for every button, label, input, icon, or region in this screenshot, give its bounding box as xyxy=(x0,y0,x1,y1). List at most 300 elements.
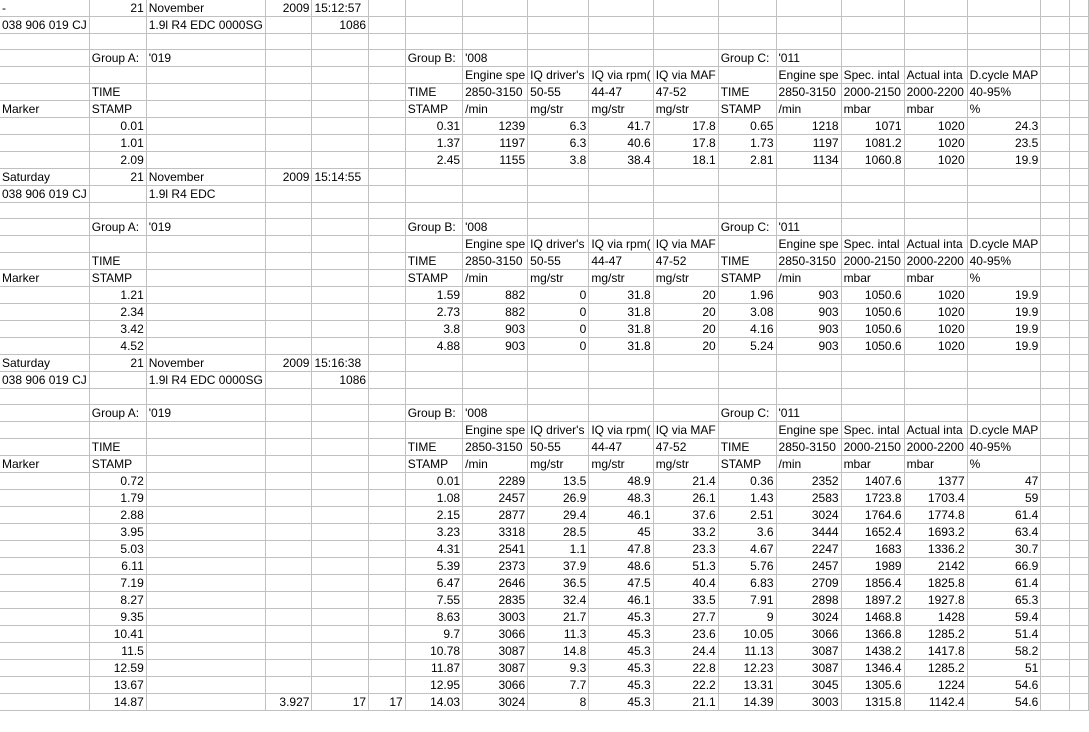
sheet-cell[interactable]: 20 xyxy=(653,287,718,304)
sheet-cell[interactable] xyxy=(463,372,528,389)
sheet-cell[interactable] xyxy=(718,0,776,17)
sheet-cell[interactable] xyxy=(1069,473,1088,490)
sheet-cell[interactable] xyxy=(312,236,369,253)
sheet-cell[interactable]: 20 xyxy=(653,321,718,338)
sheet-cell[interactable]: 3.23 xyxy=(405,524,462,541)
sheet-cell[interactable]: 2009 xyxy=(265,0,312,17)
sheet-cell[interactable]: 41.7 xyxy=(589,118,653,135)
sheet-cell[interactable]: 15:16:38 xyxy=(312,355,369,372)
sheet-cell[interactable]: 58.2 xyxy=(967,643,1041,660)
sheet-cell[interactable]: 0.31 xyxy=(405,118,462,135)
sheet-cell[interactable] xyxy=(265,473,312,490)
sheet-cell[interactable] xyxy=(528,186,589,203)
sheet-cell[interactable] xyxy=(0,524,89,541)
sheet-cell[interactable]: 47-52 xyxy=(653,84,718,101)
sheet-cell[interactable] xyxy=(653,34,718,50)
sheet-cell[interactable] xyxy=(369,101,406,118)
sheet-cell[interactable]: Group B: xyxy=(405,405,462,422)
sheet-cell[interactable]: 2000-2200 xyxy=(904,84,967,101)
sheet-cell[interactable]: 1020 xyxy=(904,287,967,304)
sheet-cell[interactable] xyxy=(265,287,312,304)
sheet-cell[interactable]: mbar xyxy=(841,101,904,118)
sheet-cell[interactable] xyxy=(653,17,718,34)
sheet-cell[interactable]: mg/str xyxy=(528,101,589,118)
sheet-cell[interactable] xyxy=(265,253,312,270)
sheet-cell[interactable]: 1366.8 xyxy=(841,626,904,643)
sheet-cell[interactable] xyxy=(405,34,462,50)
sheet-cell[interactable]: 1774.8 xyxy=(904,507,967,524)
sheet-cell[interactable] xyxy=(265,17,312,34)
sheet-cell[interactable] xyxy=(1069,135,1088,152)
sheet-cell[interactable] xyxy=(89,422,146,439)
sheet-cell[interactable]: STAMP xyxy=(405,101,462,118)
sheet-cell[interactable]: 8 xyxy=(528,694,589,711)
sheet-cell[interactable]: 1315.8 xyxy=(841,694,904,711)
sheet-cell[interactable]: 2.81 xyxy=(718,152,776,169)
sheet-cell[interactable] xyxy=(841,186,904,203)
sheet-cell[interactable]: 9 xyxy=(718,609,776,626)
sheet-cell[interactable] xyxy=(312,118,369,135)
sheet-cell[interactable]: 45.3 xyxy=(589,609,653,626)
sheet-cell[interactable] xyxy=(312,660,369,677)
sheet-cell[interactable]: 1764.6 xyxy=(841,507,904,524)
sheet-cell[interactable]: % xyxy=(967,101,1041,118)
sheet-cell[interactable]: 2289 xyxy=(463,473,528,490)
sheet-cell[interactable]: 1142.4 xyxy=(904,694,967,711)
sheet-cell[interactable]: 2709 xyxy=(776,575,841,592)
sheet-cell[interactable]: 5.76 xyxy=(718,558,776,575)
sheet-cell[interactable] xyxy=(653,219,718,236)
sheet-cell[interactable] xyxy=(1069,355,1088,372)
sheet-cell[interactable] xyxy=(312,541,369,558)
sheet-cell[interactable]: 37.9 xyxy=(528,558,589,575)
sheet-cell[interactable]: 14.03 xyxy=(405,694,462,711)
sheet-cell[interactable]: 2541 xyxy=(463,541,528,558)
sheet-cell[interactable] xyxy=(146,253,265,270)
sheet-cell[interactable]: 51.3 xyxy=(653,558,718,575)
sheet-cell[interactable]: 12.23 xyxy=(718,660,776,677)
sheet-cell[interactable]: 903 xyxy=(463,321,528,338)
sheet-cell[interactable]: 4.52 xyxy=(89,338,146,355)
sheet-cell[interactable]: 1086 xyxy=(312,17,369,34)
sheet-cell[interactable] xyxy=(841,372,904,389)
sheet-cell[interactable] xyxy=(841,203,904,219)
sheet-cell[interactable]: 31.8 xyxy=(589,304,653,321)
sheet-cell[interactable] xyxy=(369,253,406,270)
sheet-cell[interactable] xyxy=(653,169,718,186)
sheet-cell[interactable]: TIME xyxy=(405,439,462,456)
sheet-cell[interactable]: 20 xyxy=(653,338,718,355)
sheet-cell[interactable]: 17.8 xyxy=(653,118,718,135)
sheet-cell[interactable] xyxy=(265,405,312,422)
sheet-cell[interactable]: 26.9 xyxy=(528,490,589,507)
sheet-cell[interactable] xyxy=(0,219,89,236)
sheet-cell[interactable] xyxy=(1041,101,1070,118)
sheet-cell[interactable]: 1197 xyxy=(463,135,528,152)
sheet-cell[interactable] xyxy=(904,17,967,34)
sheet-cell[interactable]: 31.8 xyxy=(589,338,653,355)
sheet-cell[interactable] xyxy=(776,186,841,203)
sheet-cell[interactable]: 2850-3150 xyxy=(776,84,841,101)
sheet-cell[interactable] xyxy=(718,169,776,186)
sheet-cell[interactable] xyxy=(0,405,89,422)
sheet-cell[interactable]: '011 xyxy=(776,50,841,67)
sheet-cell[interactable]: 2877 xyxy=(463,507,528,524)
sheet-cell[interactable]: 7.55 xyxy=(405,592,462,609)
sheet-cell[interactable] xyxy=(1069,694,1088,711)
sheet-cell[interactable]: Group A: xyxy=(89,219,146,236)
sheet-cell[interactable]: 8.63 xyxy=(405,609,462,626)
sheet-cell[interactable]: 3087 xyxy=(463,660,528,677)
sheet-cell[interactable]: 2850-3150 xyxy=(463,439,528,456)
sheet-cell[interactable] xyxy=(718,186,776,203)
sheet-cell[interactable] xyxy=(653,389,718,405)
sheet-cell[interactable]: 45.3 xyxy=(589,626,653,643)
sheet-cell[interactable] xyxy=(369,219,406,236)
sheet-cell[interactable]: 903 xyxy=(776,287,841,304)
sheet-cell[interactable]: 3024 xyxy=(463,694,528,711)
sheet-cell[interactable]: 10.78 xyxy=(405,643,462,660)
sheet-cell[interactable] xyxy=(0,541,89,558)
sheet-cell[interactable] xyxy=(0,135,89,152)
sheet-cell[interactable] xyxy=(1041,50,1070,67)
sheet-cell[interactable]: 9.7 xyxy=(405,626,462,643)
sheet-cell[interactable]: 2000-2200 xyxy=(904,253,967,270)
sheet-cell[interactable]: 1050.6 xyxy=(841,304,904,321)
sheet-cell[interactable] xyxy=(653,405,718,422)
sheet-cell[interactable] xyxy=(0,118,89,135)
sheet-cell[interactable] xyxy=(146,694,265,711)
sheet-cell[interactable] xyxy=(405,389,462,405)
sheet-cell[interactable]: D.cycle MAP xyxy=(967,236,1041,253)
sheet-cell[interactable]: TIME xyxy=(405,84,462,101)
sheet-cell[interactable] xyxy=(369,186,406,203)
sheet-cell[interactable] xyxy=(0,236,89,253)
sheet-cell[interactable] xyxy=(265,439,312,456)
sheet-cell[interactable]: 12.95 xyxy=(405,677,462,694)
sheet-cell[interactable]: 903 xyxy=(463,338,528,355)
sheet-cell[interactable]: 14.39 xyxy=(718,694,776,711)
sheet-cell[interactable] xyxy=(1041,219,1070,236)
sheet-cell[interactable]: 2850-3150 xyxy=(463,253,528,270)
sheet-cell[interactable] xyxy=(1041,135,1070,152)
sheet-cell[interactable]: IQ via rpm( xyxy=(589,67,653,84)
sheet-cell[interactable]: 40-95% xyxy=(967,84,1041,101)
sheet-cell[interactable]: '011 xyxy=(776,405,841,422)
sheet-cell[interactable]: mg/str xyxy=(653,270,718,287)
sheet-cell[interactable] xyxy=(0,609,89,626)
sheet-cell[interactable] xyxy=(528,219,589,236)
sheet-cell[interactable] xyxy=(312,253,369,270)
sheet-cell[interactable]: IQ driver's xyxy=(528,422,589,439)
sheet-cell[interactable] xyxy=(841,219,904,236)
sheet-cell[interactable] xyxy=(1041,405,1070,422)
sheet-cell[interactable] xyxy=(1041,490,1070,507)
sheet-cell[interactable]: 8.27 xyxy=(89,592,146,609)
sheet-cell[interactable] xyxy=(776,169,841,186)
sheet-cell[interactable]: Spec. intal xyxy=(841,236,904,253)
sheet-cell[interactable]: 2850-3150 xyxy=(463,84,528,101)
sheet-cell[interactable] xyxy=(405,169,462,186)
sheet-cell[interactable]: Engine spe xyxy=(776,236,841,253)
sheet-cell[interactable] xyxy=(1041,372,1070,389)
sheet-cell[interactable]: 31.8 xyxy=(589,321,653,338)
sheet-cell[interactable]: 33.5 xyxy=(653,592,718,609)
sheet-cell[interactable] xyxy=(1069,203,1088,219)
sheet-cell[interactable]: 51 xyxy=(967,660,1041,677)
sheet-cell[interactable] xyxy=(528,17,589,34)
sheet-cell[interactable]: 2.15 xyxy=(405,507,462,524)
sheet-cell[interactable] xyxy=(1069,101,1088,118)
sheet-cell[interactable]: 44-47 xyxy=(589,253,653,270)
sheet-cell[interactable]: 21.1 xyxy=(653,694,718,711)
sheet-cell[interactable]: 21 xyxy=(89,355,146,372)
sheet-cell[interactable]: 14.87 xyxy=(89,694,146,711)
sheet-cell[interactable]: 1927.8 xyxy=(904,592,967,609)
sheet-cell[interactable] xyxy=(1069,677,1088,694)
sheet-cell[interactable] xyxy=(1041,169,1070,186)
sheet-cell[interactable] xyxy=(463,0,528,17)
sheet-cell[interactable] xyxy=(0,304,89,321)
sheet-cell[interactable]: Actual inta xyxy=(904,422,967,439)
sheet-cell[interactable]: 4.67 xyxy=(718,541,776,558)
sheet-cell[interactable]: IQ via MAF xyxy=(653,67,718,84)
sheet-cell[interactable]: 54.6 xyxy=(967,694,1041,711)
sheet-cell[interactable]: 1336.2 xyxy=(904,541,967,558)
sheet-cell[interactable]: 1693.2 xyxy=(904,524,967,541)
sheet-cell[interactable]: 1285.2 xyxy=(904,626,967,643)
sheet-cell[interactable]: 1.43 xyxy=(718,490,776,507)
sheet-cell[interactable] xyxy=(718,389,776,405)
sheet-cell[interactable] xyxy=(967,186,1041,203)
sheet-cell[interactable]: Saturday xyxy=(0,169,89,186)
sheet-cell[interactable] xyxy=(1069,422,1088,439)
sheet-cell[interactable]: 2000-2150 xyxy=(841,84,904,101)
sheet-cell[interactable] xyxy=(312,84,369,101)
sheet-cell[interactable]: 2835 xyxy=(463,592,528,609)
sheet-cell[interactable] xyxy=(1041,152,1070,169)
sheet-cell[interactable] xyxy=(312,575,369,592)
sheet-cell[interactable]: 5.03 xyxy=(89,541,146,558)
sheet-cell[interactable] xyxy=(653,355,718,372)
sheet-cell[interactable]: 11.5 xyxy=(89,643,146,660)
sheet-cell[interactable]: 26.1 xyxy=(653,490,718,507)
sheet-cell[interactable]: 13.67 xyxy=(89,677,146,694)
sheet-cell[interactable]: IQ via MAF xyxy=(653,422,718,439)
sheet-cell[interactable]: 1.9l R4 EDC 0000SG xyxy=(146,372,265,389)
sheet-cell[interactable]: /min xyxy=(463,456,528,473)
sheet-cell[interactable] xyxy=(146,203,265,219)
sheet-cell[interactable] xyxy=(369,558,406,575)
sheet-cell[interactable]: 3318 xyxy=(463,524,528,541)
sheet-cell[interactable] xyxy=(0,152,89,169)
sheet-cell[interactable]: 2.45 xyxy=(405,152,462,169)
sheet-cell[interactable] xyxy=(265,219,312,236)
sheet-cell[interactable] xyxy=(89,372,146,389)
sheet-cell[interactable]: 61.4 xyxy=(967,575,1041,592)
sheet-cell[interactable] xyxy=(1069,219,1088,236)
sheet-cell[interactable]: mg/str xyxy=(589,270,653,287)
sheet-cell[interactable] xyxy=(265,456,312,473)
sheet-cell[interactable]: IQ driver's xyxy=(528,67,589,84)
sheet-cell[interactable]: 1224 xyxy=(904,677,967,694)
sheet-cell[interactable] xyxy=(146,507,265,524)
sheet-cell[interactable]: 45.3 xyxy=(589,643,653,660)
sheet-cell[interactable]: 21.4 xyxy=(653,473,718,490)
sheet-cell[interactable]: mg/str xyxy=(653,456,718,473)
sheet-cell[interactable] xyxy=(369,84,406,101)
sheet-cell[interactable] xyxy=(265,135,312,152)
sheet-cell[interactable]: 1020 xyxy=(904,152,967,169)
sheet-cell[interactable] xyxy=(312,524,369,541)
sheet-cell[interactable] xyxy=(589,169,653,186)
sheet-cell[interactable]: 47.5 xyxy=(589,575,653,592)
sheet-cell[interactable]: D.cycle MAP xyxy=(967,67,1041,84)
sheet-cell[interactable]: 2.34 xyxy=(89,304,146,321)
sheet-cell[interactable]: 1.9l R4 EDC 0000SG xyxy=(146,17,265,34)
sheet-cell[interactable]: /min xyxy=(463,270,528,287)
sheet-cell[interactable]: STAMP xyxy=(718,101,776,118)
sheet-cell[interactable] xyxy=(904,355,967,372)
sheet-cell[interactable]: 24.4 xyxy=(653,643,718,660)
sheet-cell[interactable]: 1723.8 xyxy=(841,490,904,507)
sheet-cell[interactable]: 17 xyxy=(369,694,406,711)
sheet-cell[interactable] xyxy=(653,186,718,203)
sheet-cell[interactable]: 0 xyxy=(528,304,589,321)
sheet-cell[interactable] xyxy=(369,626,406,643)
sheet-cell[interactable]: 038 906 019 CJ xyxy=(0,372,89,389)
sheet-cell[interactable]: 1.1 xyxy=(528,541,589,558)
sheet-cell[interactable] xyxy=(369,135,406,152)
sheet-cell[interactable] xyxy=(369,592,406,609)
sheet-cell[interactable] xyxy=(1041,677,1070,694)
sheet-cell[interactable]: 3.95 xyxy=(89,524,146,541)
sheet-cell[interactable]: '008 xyxy=(463,405,528,422)
sheet-cell[interactable]: 29.4 xyxy=(528,507,589,524)
sheet-cell[interactable]: 47-52 xyxy=(653,253,718,270)
sheet-cell[interactable] xyxy=(265,152,312,169)
sheet-cell[interactable]: /min xyxy=(463,101,528,118)
sheet-cell[interactable] xyxy=(0,677,89,694)
sheet-cell[interactable] xyxy=(589,186,653,203)
sheet-cell[interactable] xyxy=(89,389,146,405)
sheet-cell[interactable] xyxy=(776,389,841,405)
sheet-cell[interactable]: 1020 xyxy=(904,118,967,135)
sheet-cell[interactable] xyxy=(967,219,1041,236)
sheet-cell[interactable] xyxy=(265,304,312,321)
sheet-cell[interactable]: 2898 xyxy=(776,592,841,609)
sheet-cell[interactable] xyxy=(528,372,589,389)
sheet-cell[interactable] xyxy=(1069,524,1088,541)
sheet-cell[interactable] xyxy=(589,50,653,67)
sheet-cell[interactable] xyxy=(1041,118,1070,135)
sheet-cell[interactable] xyxy=(369,643,406,660)
sheet-cell[interactable] xyxy=(265,186,312,203)
sheet-cell[interactable]: 2457 xyxy=(776,558,841,575)
sheet-cell[interactable] xyxy=(718,17,776,34)
sheet-cell[interactable]: STAMP xyxy=(89,270,146,287)
sheet-cell[interactable]: IQ via rpm( xyxy=(589,236,653,253)
sheet-cell[interactable]: 2583 xyxy=(776,490,841,507)
sheet-cell[interactable] xyxy=(265,67,312,84)
sheet-cell[interactable]: 50-55 xyxy=(528,253,589,270)
sheet-cell[interactable] xyxy=(312,456,369,473)
sheet-cell[interactable] xyxy=(312,101,369,118)
sheet-cell[interactable] xyxy=(528,0,589,17)
sheet-cell[interactable] xyxy=(1041,592,1070,609)
sheet-cell[interactable] xyxy=(405,0,462,17)
sheet-cell[interactable]: 33.2 xyxy=(653,524,718,541)
sheet-cell[interactable] xyxy=(265,575,312,592)
sheet-cell[interactable] xyxy=(312,507,369,524)
sheet-cell[interactable] xyxy=(589,34,653,50)
sheet-cell[interactable] xyxy=(89,67,146,84)
sheet-cell[interactable]: 20 xyxy=(653,304,718,321)
sheet-cell[interactable]: 1060.8 xyxy=(841,152,904,169)
sheet-cell[interactable]: STAMP xyxy=(405,456,462,473)
sheet-cell[interactable] xyxy=(312,50,369,67)
sheet-cell[interactable]: 3045 xyxy=(776,677,841,694)
sheet-cell[interactable] xyxy=(1069,439,1088,456)
sheet-cell[interactable] xyxy=(1069,609,1088,626)
sheet-cell[interactable]: 1.9l R4 EDC xyxy=(146,186,265,203)
sheet-cell[interactable] xyxy=(146,287,265,304)
sheet-cell[interactable]: D.cycle MAP xyxy=(967,422,1041,439)
sheet-cell[interactable] xyxy=(405,203,462,219)
sheet-cell[interactable]: % xyxy=(967,456,1041,473)
sheet-cell[interactable]: 2000-2150 xyxy=(841,253,904,270)
sheet-cell[interactable] xyxy=(146,338,265,355)
sheet-cell[interactable]: 1.73 xyxy=(718,135,776,152)
sheet-cell[interactable] xyxy=(312,304,369,321)
sheet-cell[interactable]: Group C: xyxy=(718,219,776,236)
sheet-cell[interactable]: 1407.6 xyxy=(841,473,904,490)
sheet-cell[interactable] xyxy=(1041,321,1070,338)
sheet-cell[interactable]: Marker xyxy=(0,270,89,287)
sheet-cell[interactable] xyxy=(1069,287,1088,304)
sheet-cell[interactable] xyxy=(1041,338,1070,355)
sheet-cell[interactable]: 6.83 xyxy=(718,575,776,592)
sheet-cell[interactable]: 0.36 xyxy=(718,473,776,490)
sheet-cell[interactable] xyxy=(369,169,406,186)
sheet-cell[interactable]: TIME xyxy=(89,439,146,456)
sheet-cell[interactable]: 2.88 xyxy=(89,507,146,524)
sheet-cell[interactable]: 48.3 xyxy=(589,490,653,507)
sheet-cell[interactable]: November xyxy=(146,355,265,372)
sheet-cell[interactable] xyxy=(589,17,653,34)
sheet-cell[interactable]: Engine spe xyxy=(776,422,841,439)
sheet-cell[interactable] xyxy=(1041,473,1070,490)
sheet-cell[interactable]: 1285.2 xyxy=(904,660,967,677)
sheet-cell[interactable]: 40-95% xyxy=(967,439,1041,456)
sheet-cell[interactable] xyxy=(146,422,265,439)
sheet-cell[interactable] xyxy=(841,405,904,422)
sheet-cell[interactable]: 1438.2 xyxy=(841,643,904,660)
sheet-cell[interactable]: 1050.6 xyxy=(841,321,904,338)
sheet-cell[interactable]: TIME xyxy=(718,253,776,270)
sheet-cell[interactable] xyxy=(967,389,1041,405)
sheet-cell[interactable]: 45.3 xyxy=(589,694,653,711)
sheet-cell[interactable]: 1155 xyxy=(463,152,528,169)
sheet-cell[interactable] xyxy=(312,287,369,304)
sheet-cell[interactable] xyxy=(1041,694,1070,711)
sheet-cell[interactable]: mbar xyxy=(841,456,904,473)
sheet-cell[interactable]: 38.4 xyxy=(589,152,653,169)
sheet-cell[interactable]: 47-52 xyxy=(653,439,718,456)
sheet-cell[interactable] xyxy=(589,389,653,405)
sheet-cell[interactable]: STAMP xyxy=(718,270,776,287)
sheet-cell[interactable]: 1377 xyxy=(904,473,967,490)
